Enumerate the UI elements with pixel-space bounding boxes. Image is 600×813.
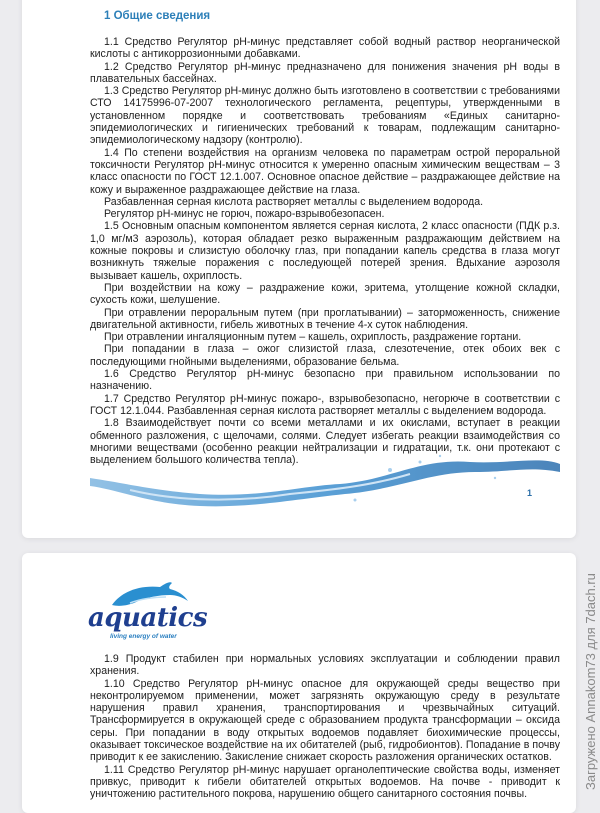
aquatics-logo [88,581,208,641]
paragraph-1-3: 1.3 Средство Регулятор pH-минус должно быть изготовлено в соответствии с требованиями СТО 14175996-07-2007 технологического регламента, рецептуры, утвержденными в установленном порядке и соответствовать требованиям «Единых санитарно-эпидемиологических и гигиенических требований к товарам, подлежащим санитарно-эпидемиологическому надзору (контролю). [90,85,560,147]
paragraph-1-10: 1.10 Средство Регулятор pH-минус опасное для окружающей среды вещество при неконтролируемом применении, может загрязнять окружающую среду в результате нарушения правил хранения, транспортирования и чрезвычайных ситуаций. Трансформируется в окружающей среде с образованием продукта трансформации – оксида серы. При попадании в воду открытых водоемов подавляет биохимические процессы, оказывает токсическое воздействие на их обитателей (рыб, гидробионтов). Попадание в почву приводит к ее закислению. Закисление снижает скорость разложения органических остатков. [90,677,560,764]
paragraph-1-7: 1.7 Средство Регулятор pH-минус пожаро-, взрывобезопасно, негорюче в соответствии с ГОСТ 12.1.044. Разбавленная серная кислота растворяет металлы с выделением водорода. [90,392,560,417]
page-number: 1 [526,488,532,498]
paragraph-eyes: При попадании в глаза – ожог слизистой глаза, слезотечение, отек обоих век с последующими гнойными выделениями, образование бельма. [90,343,560,368]
logo-wordmark: aquatics [88,603,208,633]
paragraph-1-9: 1.9 Продукт стабилен при нормальных условиях эксплуатации и соблюдении правил хранения. [90,653,560,678]
paragraph-1-8: 1.8 Взаимодействует почти со всеми металлами и их окислами, вступает в реакции обменного разложения, с щелочами, солями. Следует избегать реакции взаимодействия со многими веществами (особенно реакции нейтрализации и гидратации, т.к. они протекают с выделением большого количества тепла). [90,417,560,467]
paragraph-1-1: 1.1 Средство Регулятор pH-минус представляет собой водный раствор неорганической кислоты с антикоррозионными добавками. [90,36,560,61]
paragraph-skin: При воздействии на кожу – раздражение кожи, эритема, утолщение кожной складки, сухость кожи, шелушение. [90,281,560,307]
paragraph-1-6: 1.6 Средство Регулятор pH-минус безопасно при правильном использовании по назначению. [90,368,560,393]
paragraph-oral: При отравлении пероральным путем (при проглатывании) – заторможенность, снижение двигательной активности, гибель животных в течение 4-х суток наблюдения. [90,306,560,331]
paragraph-1-4: 1.4 По степени воздействия на организм человека по параметрам острой пероральной токсичности Регулятор pH-минус относится к умеренно опасным химическим веществам – 3 класс опасности по ГОСТ 12.1.007. Основное опасное действие – раздражающее действие на кожу и выраженное раздражающее действие на глаза. [90,146,560,196]
page-2-body [90,653,560,801]
section-title: 1 Общие сведения [104,10,211,22]
paragraph-nonflammable: Регулятор pH-минус не горюч, пожаро-взрывобезопасен. [104,208,385,221]
logo-tagline: living energy of water [110,633,177,640]
paragraph-1-2: 1.2 Средство Регулятор pH-минус предназначено для понижения значения pH воды в плавательных бассейнах. [90,60,560,85]
document-page-2 [22,553,576,813]
document-page-1 [22,0,576,538]
paragraph-1-5: 1.5 Основным опасным компонентом является серная кислота, 2 класс опасности (ПДК р.з. 1,0 мг/м3 аэрозоль), которая обладает резко выраженным раздражающим действием на кожные покровы и слизистую оболочку глаз, при попадании капель средства в глаза могут возникнуть тяжелые поражения с последующей потерей зрения. Вдыхание аэрозоля вызывает кашель, охриплость. [90,220,560,282]
water-splash-image [90,450,560,520]
paragraph-1-11: 1.11 Средство Регулятор pH-минус нарушает органолептические свойства воды, изменяет привкус, приводит к гибели обитателей открытых водоемов. На почве - приводит к уничтожению растительного покрова, нарушению общего санитарного состояния почвы. [90,763,560,801]
upload-watermark: Загружено Annakom73 для 7dach.ru [583,573,598,790]
paragraph-inhalation: При отравлении ингаляционным путем – кашель, охриплость, раздражение гортани. [104,331,522,344]
page-1-body [90,36,560,466]
paragraph-acid-metals: Разбавленная серная кислота растворяет металлы с выделением водорода. [104,195,484,208]
